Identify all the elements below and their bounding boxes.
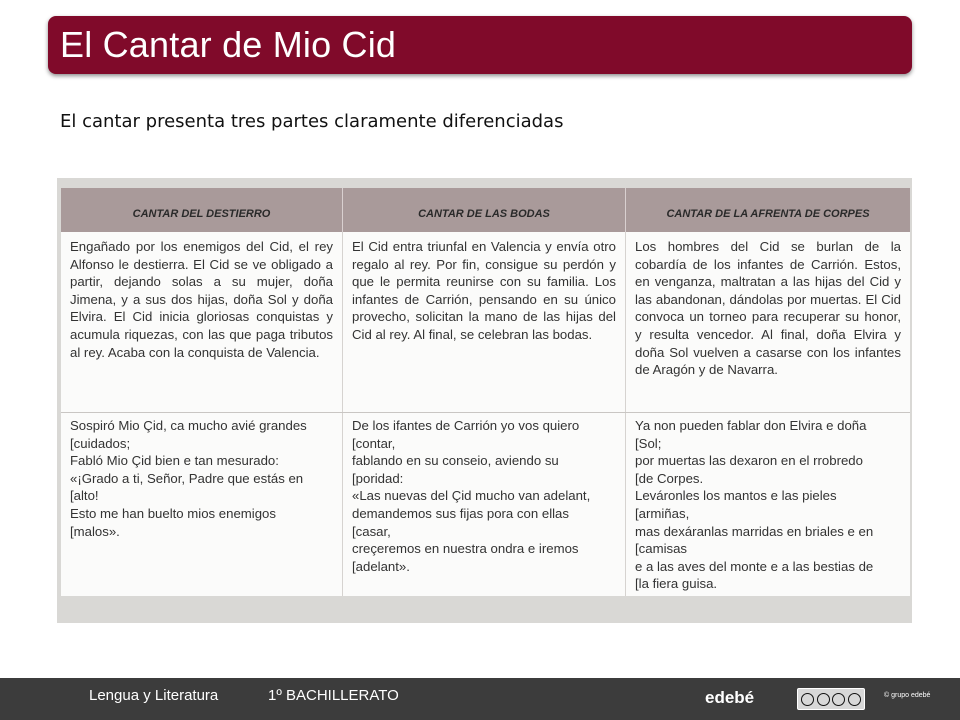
creative-commons-badge-icon [797,688,865,710]
verses-destierro: Sospiró Mio Çid, ca mucho avié grandes [cuidados; Fabló Mio Çid bien e tan mesurado: «¡Grado a ti, Señor, Padre que estás en [alto! Esto me han buelto mios enemigos [malos». [61,413,343,596]
verses-bodas: De los ifantes de Carrión yo vos quiero [contar, fablando en su conseio, aviendo su [poridad: «Las nuevas del Çid mucho van adelant, demandemos sus fijas pora con ellas [casar, creçeremos en nuestra ondra e iremos [adelant». [343,413,626,596]
table-frame [61,188,910,596]
verses-afrenta: Ya non pueden fablar don Elvira e doña [Sol; por muertas las dexaron en el rrobredo [de Corpes. Leváronles los mantos e las pieles [armiñas, mas dexáranlas marridas en briales e en [camisas e a las aves del monte e a las bestias de [la fiera guisa. [635,418,874,592]
title-bar [48,16,912,74]
copyright-notice: © grupo edebé [884,692,931,699]
summary-row [61,232,910,413]
cc-icon [801,693,814,706]
verses-row [61,413,910,596]
slide-subtitle: El cantar presenta tres partes claramente diferenciadas [60,111,564,132]
footer-level: 1º BACHILLERATO [268,687,399,704]
summary-bodas: El Cid entra triunfal en Valencia y envía otro regalo al rey. Por fin, consigue su perdón y que le permita reunirse con su familia. Los infantes de Carrión, pensando en su único provecho, solicitan la mano de las hijas del Cid al rey. Al final, se celebran las bodas. [343,232,626,412]
sa-icon [848,693,861,706]
footer-subject: Lengua y Literatura [89,687,219,704]
table-header-row [61,188,910,232]
slide-title: El Cantar de Mio Cid [60,24,397,65]
header-afrenta: CANTAR DE LA AFRENTA DE CORPES [666,208,870,220]
summary-afrenta: Los hombres del Cid se burlan de la cobardía de los infantes de Carrión. Estos, en venganza, maltratan a las hijas del Cid y las abandonan, dándolas por muertas. El Cid convoca un torneo para recuperar su honor, y resulta vencedor. Al final, doña Elvira y doña Sol vuelven a casarse con los infantes de Aragón y de Navarra. [635,239,901,378]
header-destierro: CANTAR DEL DESTIERRO [61,188,343,232]
nc-icon [832,693,845,706]
brand-logo: edebé [705,688,755,707]
summary-destierro: Engañado por los enemigos del Cid, el rey Alfonso le destierra. El Cid se ve obligado a partir, dejando solas a su mujer, doña Jimena, y a sus dos hijas, doña Sol y doña Elvira. El Cid inicia gloriosas conquistas y acumula riquezas, con las que paga tributos al rey. Acaba con la conquista de Valencia. [61,232,343,412]
comparison-table [57,178,912,623]
by-icon [817,693,830,706]
header-bodas: CANTAR DE LAS BODAS [343,188,626,232]
footer-bar [0,678,960,720]
